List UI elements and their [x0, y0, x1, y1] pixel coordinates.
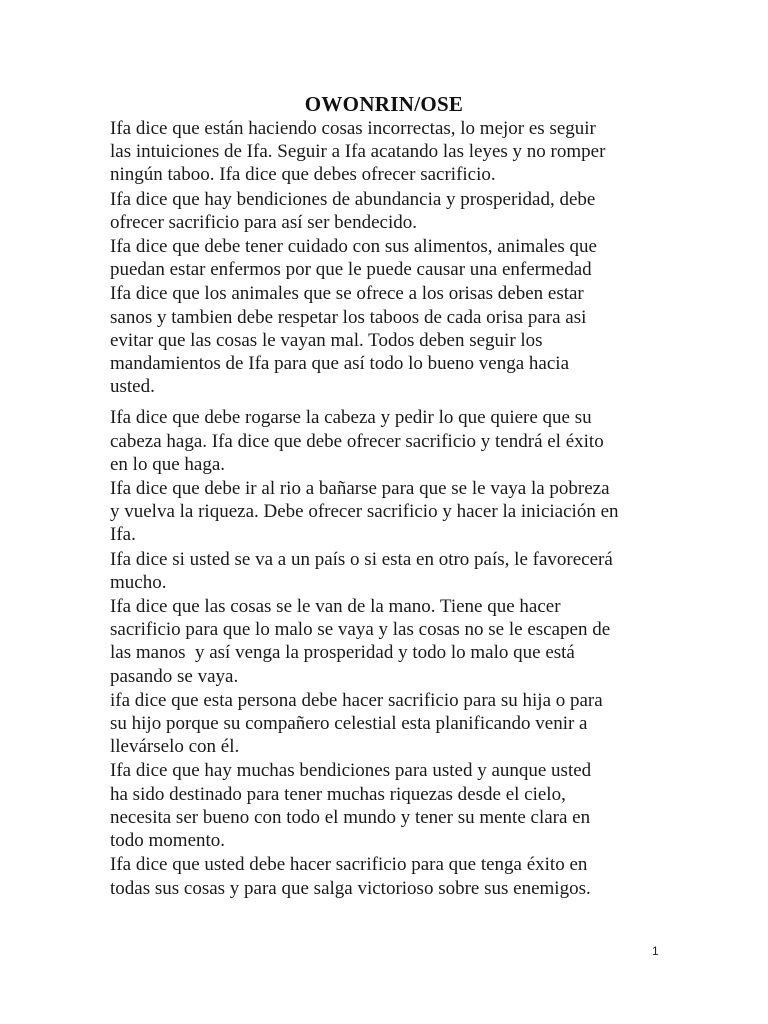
page-number: 1	[652, 944, 659, 958]
paragraph-4: Ifa dice que los animales que se ofrece a los orisas deben estar sanos y tambien debe respetar los taboos de cada orisa para asi evitar que las cosas le vayan mal. Todos deben seguir los mandamientos de Ifa para que así todo lo bueno venga hacia usted.	[110, 283, 587, 398]
paragraph-6: Ifa dice que debe ir al rio a bañarse para que se le vaya la pobreza y vuelva la riqueza. Debe ofrecer sacrificio y hacer la iniciación en Ifa.	[110, 478, 619, 546]
paragraph-11: Ifa dice que usted debe hacer sacrificio para que tenga éxito en todas sus cosas y para que salga victorioso sobre sus enemigos.	[110, 854, 591, 899]
paragraph-5: Ifa dice que debe rogarse la cabeza y pedir lo que quiere que su cabeza haga. Ifa dice que debe ofrecer sacrificio y tendrá el éxito en lo que haga.	[110, 407, 604, 475]
paragraph-10: Ifa dice que hay muchas bendiciones para usted y aunque usted ha sido destinado para tener muchas riquezas desde el cielo, necesita ser bueno con todo el mundo y tener su mente clara en todo momento.	[110, 760, 592, 852]
paragraph-7: Ifa dice si usted se va a un país o si esta en otro país, le favorecerá mucho.	[110, 548, 613, 593]
paragraph-9: ifa dice que esta persona debe hacer sacrificio para su hija o para su hijo porque su compañero celestial esta planificando venir a llevárselo con él.	[110, 689, 603, 758]
paragraph-2: Ifa dice que hay bendiciones de abundancia y prosperidad, debe ofrecer sacrificio para así ser bendecido.	[110, 188, 596, 233]
paragraph-3: Ifa dice que debe tener cuidado con sus alimentos, animales que puedan estar enfermos por que le puede causar una enfermedad	[110, 236, 597, 281]
paragraph-1: Ifa dice que están haciendo cosas incorrectas, lo mejor es seguir las intuiciones de Ifa. Seguir a Ifa acatando las leyes y no romper ningún taboo. Ifa dice que debes ofrecer sacrificio.	[110, 118, 606, 186]
page-title: OWONRIN/OSE	[304, 92, 464, 116]
paragraph-8: Ifa dice que las cosas se le van de la mano. Tiene que hacer sacrificio para que lo malo se vaya y las cosas no se le escapen de las manos y así venga la prosperidad y todo lo malo que está pasando se vaya.	[110, 596, 611, 687]
document-body	[110, 117, 670, 901]
